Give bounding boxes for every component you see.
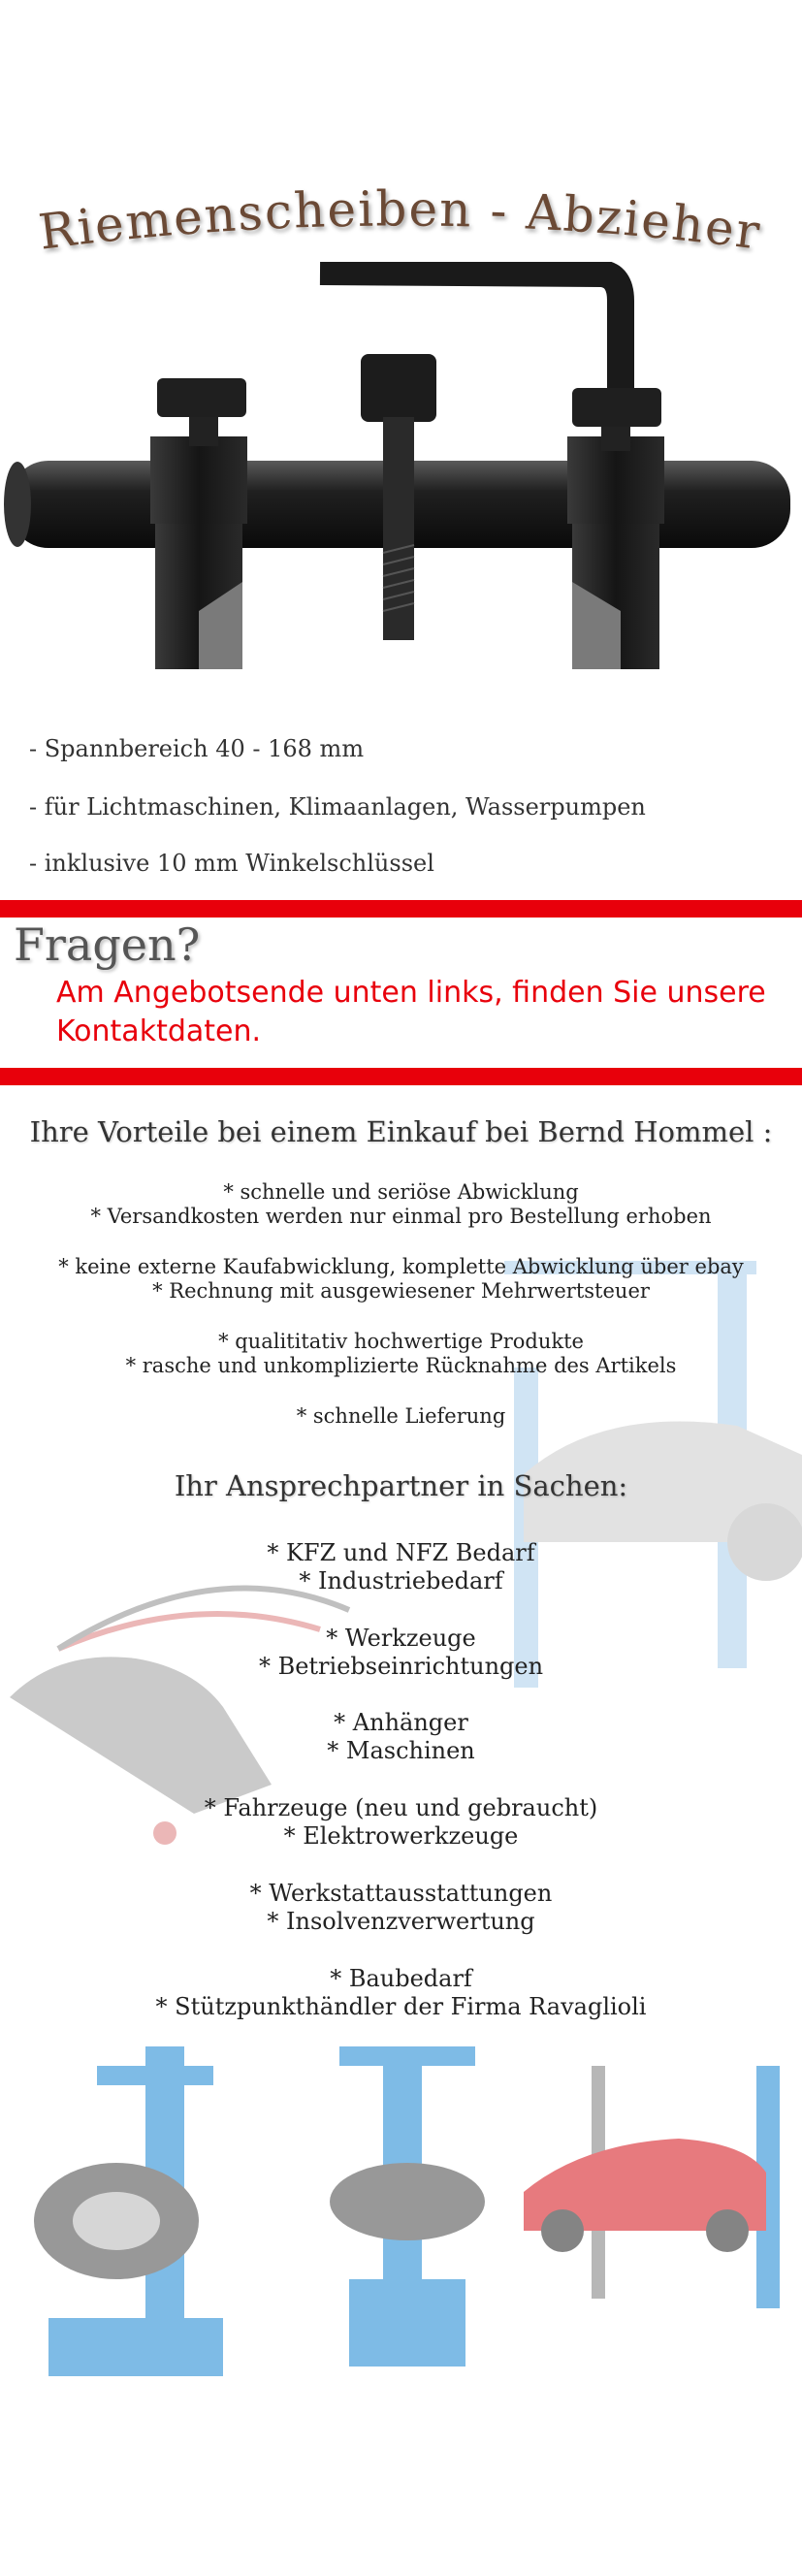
partner-item: * Maschinen (327, 1737, 475, 1764)
partner-item: * Betriebseinrichtungen (258, 1653, 544, 1680)
feature-clamping-range: - Spannbereich 40 - 168 mm (29, 735, 365, 762)
partner-item: * Insolvenzverwertung (267, 1908, 535, 1935)
partner-item: * Anhänger (334, 1709, 468, 1736)
red-divider-top (0, 900, 802, 918)
partner-item: * Baubedarf (330, 1965, 472, 1992)
advantage-item: * rasche und unkomplizierte Rücknahme des Artikels (125, 1354, 677, 1377)
partner-item: * Elektrowerkzeuge (283, 1822, 519, 1850)
svg-text:Riemenscheiben - Abzieher (36, 180, 765, 260)
advantage-item: * keine externe Kaufabwicklung, komplette Abwicklung über ebay (58, 1255, 744, 1278)
ferrari-on-lift-image (524, 2066, 780, 2308)
advantage-item: * Rechnung mit ausgewiesener Mehrwertsteuer (152, 1279, 650, 1303)
advantage-item: * schnelle Lieferung (296, 1404, 506, 1428)
partner-item: * Werkzeuge (326, 1625, 476, 1652)
pulley-puller-image (0, 262, 802, 689)
feature-applications: - für Lichtmaschinen, Klimaanlagen, Wasserpumpen (29, 793, 646, 821)
partner-item: * Werkstattausstattungen (249, 1880, 553, 1907)
partner-heading: Ihr Ansprechpartner in Sachen: (174, 1469, 628, 1502)
tire-changer-image (34, 2046, 223, 2376)
partner-item: * Fahrzeuge (neu und gebraucht) (204, 1794, 598, 1821)
red-divider-bottom (0, 1068, 802, 1085)
advantage-item: * Versandkosten werden nur einmal pro Bestellung erhoben (90, 1205, 712, 1228)
partner-item: * Industriebedarf (299, 1567, 503, 1594)
questions-text: Am Angebotsende unten links, finden Sie unsere Kontaktdaten. (56, 976, 766, 1048)
advantage-item: * qualititativ hochwertige Produkte (218, 1330, 584, 1353)
tire-changer-image (330, 2046, 485, 2367)
feature-included-key: - inklusive 10 mm Winkelschlüssel (29, 850, 434, 877)
advantages-heading: Ihre Vorteile bei einem Einkauf bei Bernd Hommel : (29, 1115, 773, 1148)
partner-item: * Stützpunkthändler der Firma Ravaglioli (155, 1993, 647, 2020)
partner-item: * KFZ und NFZ Bedarf (267, 1539, 535, 1566)
questions-heading: Fragen? (14, 918, 201, 971)
advantage-item: * schnelle und seriöse Abwicklung (223, 1180, 579, 1204)
product-title-text: Riemenscheiben - Abzieher (35, 180, 765, 261)
equipment-photos (0, 2027, 802, 2415)
